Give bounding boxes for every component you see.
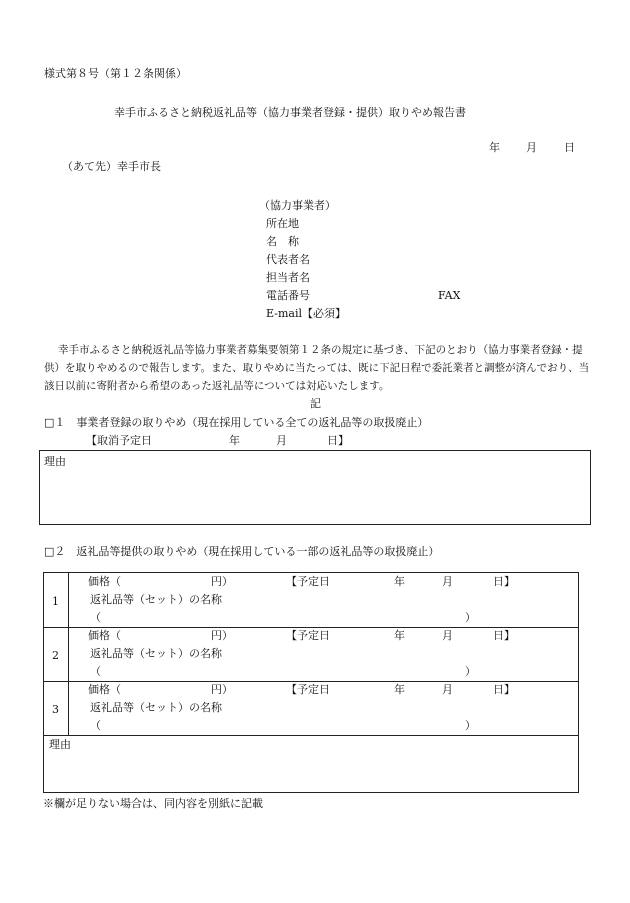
business-heading: （協力事業者） <box>259 199 336 212</box>
scheduled-date-label: 【予定日 <box>286 575 330 588</box>
section1-reason-box[interactable] <box>39 450 591 525</box>
section2-reason-label: 理由 <box>49 738 71 751</box>
business-address-label: 所在地 <box>266 217 299 230</box>
date-month: 月 <box>526 141 537 154</box>
row-number: 1 <box>52 595 59 608</box>
row-divider <box>44 627 578 628</box>
yen-label: 円） <box>211 683 233 696</box>
section1-day: 日】 <box>327 434 349 447</box>
phone-label: 電話番号 <box>266 289 310 302</box>
price-label: 価格（ <box>88 629 121 642</box>
day-label: 日】 <box>493 575 515 588</box>
item-name-label: 返礼品等（セット）の名称 <box>90 701 222 714</box>
form-number: 様式第８号（第１２条関係） <box>44 67 187 80</box>
year-label: 年 <box>394 575 405 588</box>
contact-person-label: 担当者名 <box>266 271 310 284</box>
price-label: 価格（ <box>88 575 121 588</box>
month-label: 月 <box>442 575 453 588</box>
item-name-open-paren: （ <box>90 719 101 732</box>
month-label: 月 <box>442 683 453 696</box>
document-title: 幸手市ふるさと納税返礼品等（協力事業者登録・提供）取りやめ報告書 <box>114 106 466 119</box>
item-name-open-paren: （ <box>90 611 101 624</box>
price-label: 価格（ <box>88 683 121 696</box>
section1-year: 年 <box>229 434 240 447</box>
item-name-label: 返礼品等（セット）の名称 <box>90 593 222 606</box>
date-day: 日 <box>564 141 575 154</box>
section1-month: 月 <box>276 434 287 447</box>
representative-label: 代表者名 <box>266 253 310 266</box>
yen-label: 円） <box>211 629 233 642</box>
section1-scheduled-label: 【取消予定日 <box>86 434 152 447</box>
report-paragraph: 幸手市ふるさと納税返礼品等協力事業者募集要領第１２条の規定に基づき、下記のとおり（協力事業者登録・提供）を取りやめるので報告します。また、取りやめに当たっては、既に下記日程で委託業者と調整が済んでおり、当該日以前に寄附者から希望のあった返礼品等については対応いたします。 <box>44 344 590 392</box>
item-name-close-paren: ） <box>465 719 476 732</box>
row-number: 3 <box>52 703 59 716</box>
addressee: （あて先）幸手市長 <box>62 160 161 173</box>
scheduled-date-label: 【予定日 <box>286 629 330 642</box>
month-label: 月 <box>442 629 453 642</box>
item-name-label: 返礼品等（セット）の名称 <box>90 647 222 660</box>
yen-label: 円） <box>211 575 233 588</box>
section2-table <box>43 572 579 793</box>
item-name-close-paren: ） <box>465 611 476 624</box>
year-label: 年 <box>394 629 405 642</box>
row-divider <box>44 735 578 736</box>
year-label: 年 <box>394 683 405 696</box>
number-column-divider <box>68 573 69 735</box>
section1-label: □１ 事業者登録の取りやめ（現在採用している全ての返礼品等の取扱廃止） <box>44 416 429 429</box>
day-label: 日】 <box>493 683 515 696</box>
date-year: 年 <box>489 141 500 154</box>
row-number: 2 <box>52 649 59 662</box>
business-name-label: 名 称 <box>266 235 299 248</box>
section1-reason-label: 理由 <box>44 455 66 468</box>
item-name-open-paren: （ <box>90 665 101 678</box>
day-label: 日】 <box>493 629 515 642</box>
fax-label: FAX <box>438 289 461 302</box>
section2-label: □２ 返礼品等提供の取りやめ（現在採用している一部の返礼品等の取扱廃止） <box>44 545 440 558</box>
ki-heading: 記 <box>310 397 321 410</box>
footnote: ※欄が足りない場合は、同内容を別紙に記載 <box>43 797 263 810</box>
scheduled-date-label: 【予定日 <box>286 683 330 696</box>
row-divider <box>44 681 578 682</box>
email-label: E-mail【必須】 <box>266 307 346 320</box>
item-name-close-paren: ） <box>465 665 476 678</box>
